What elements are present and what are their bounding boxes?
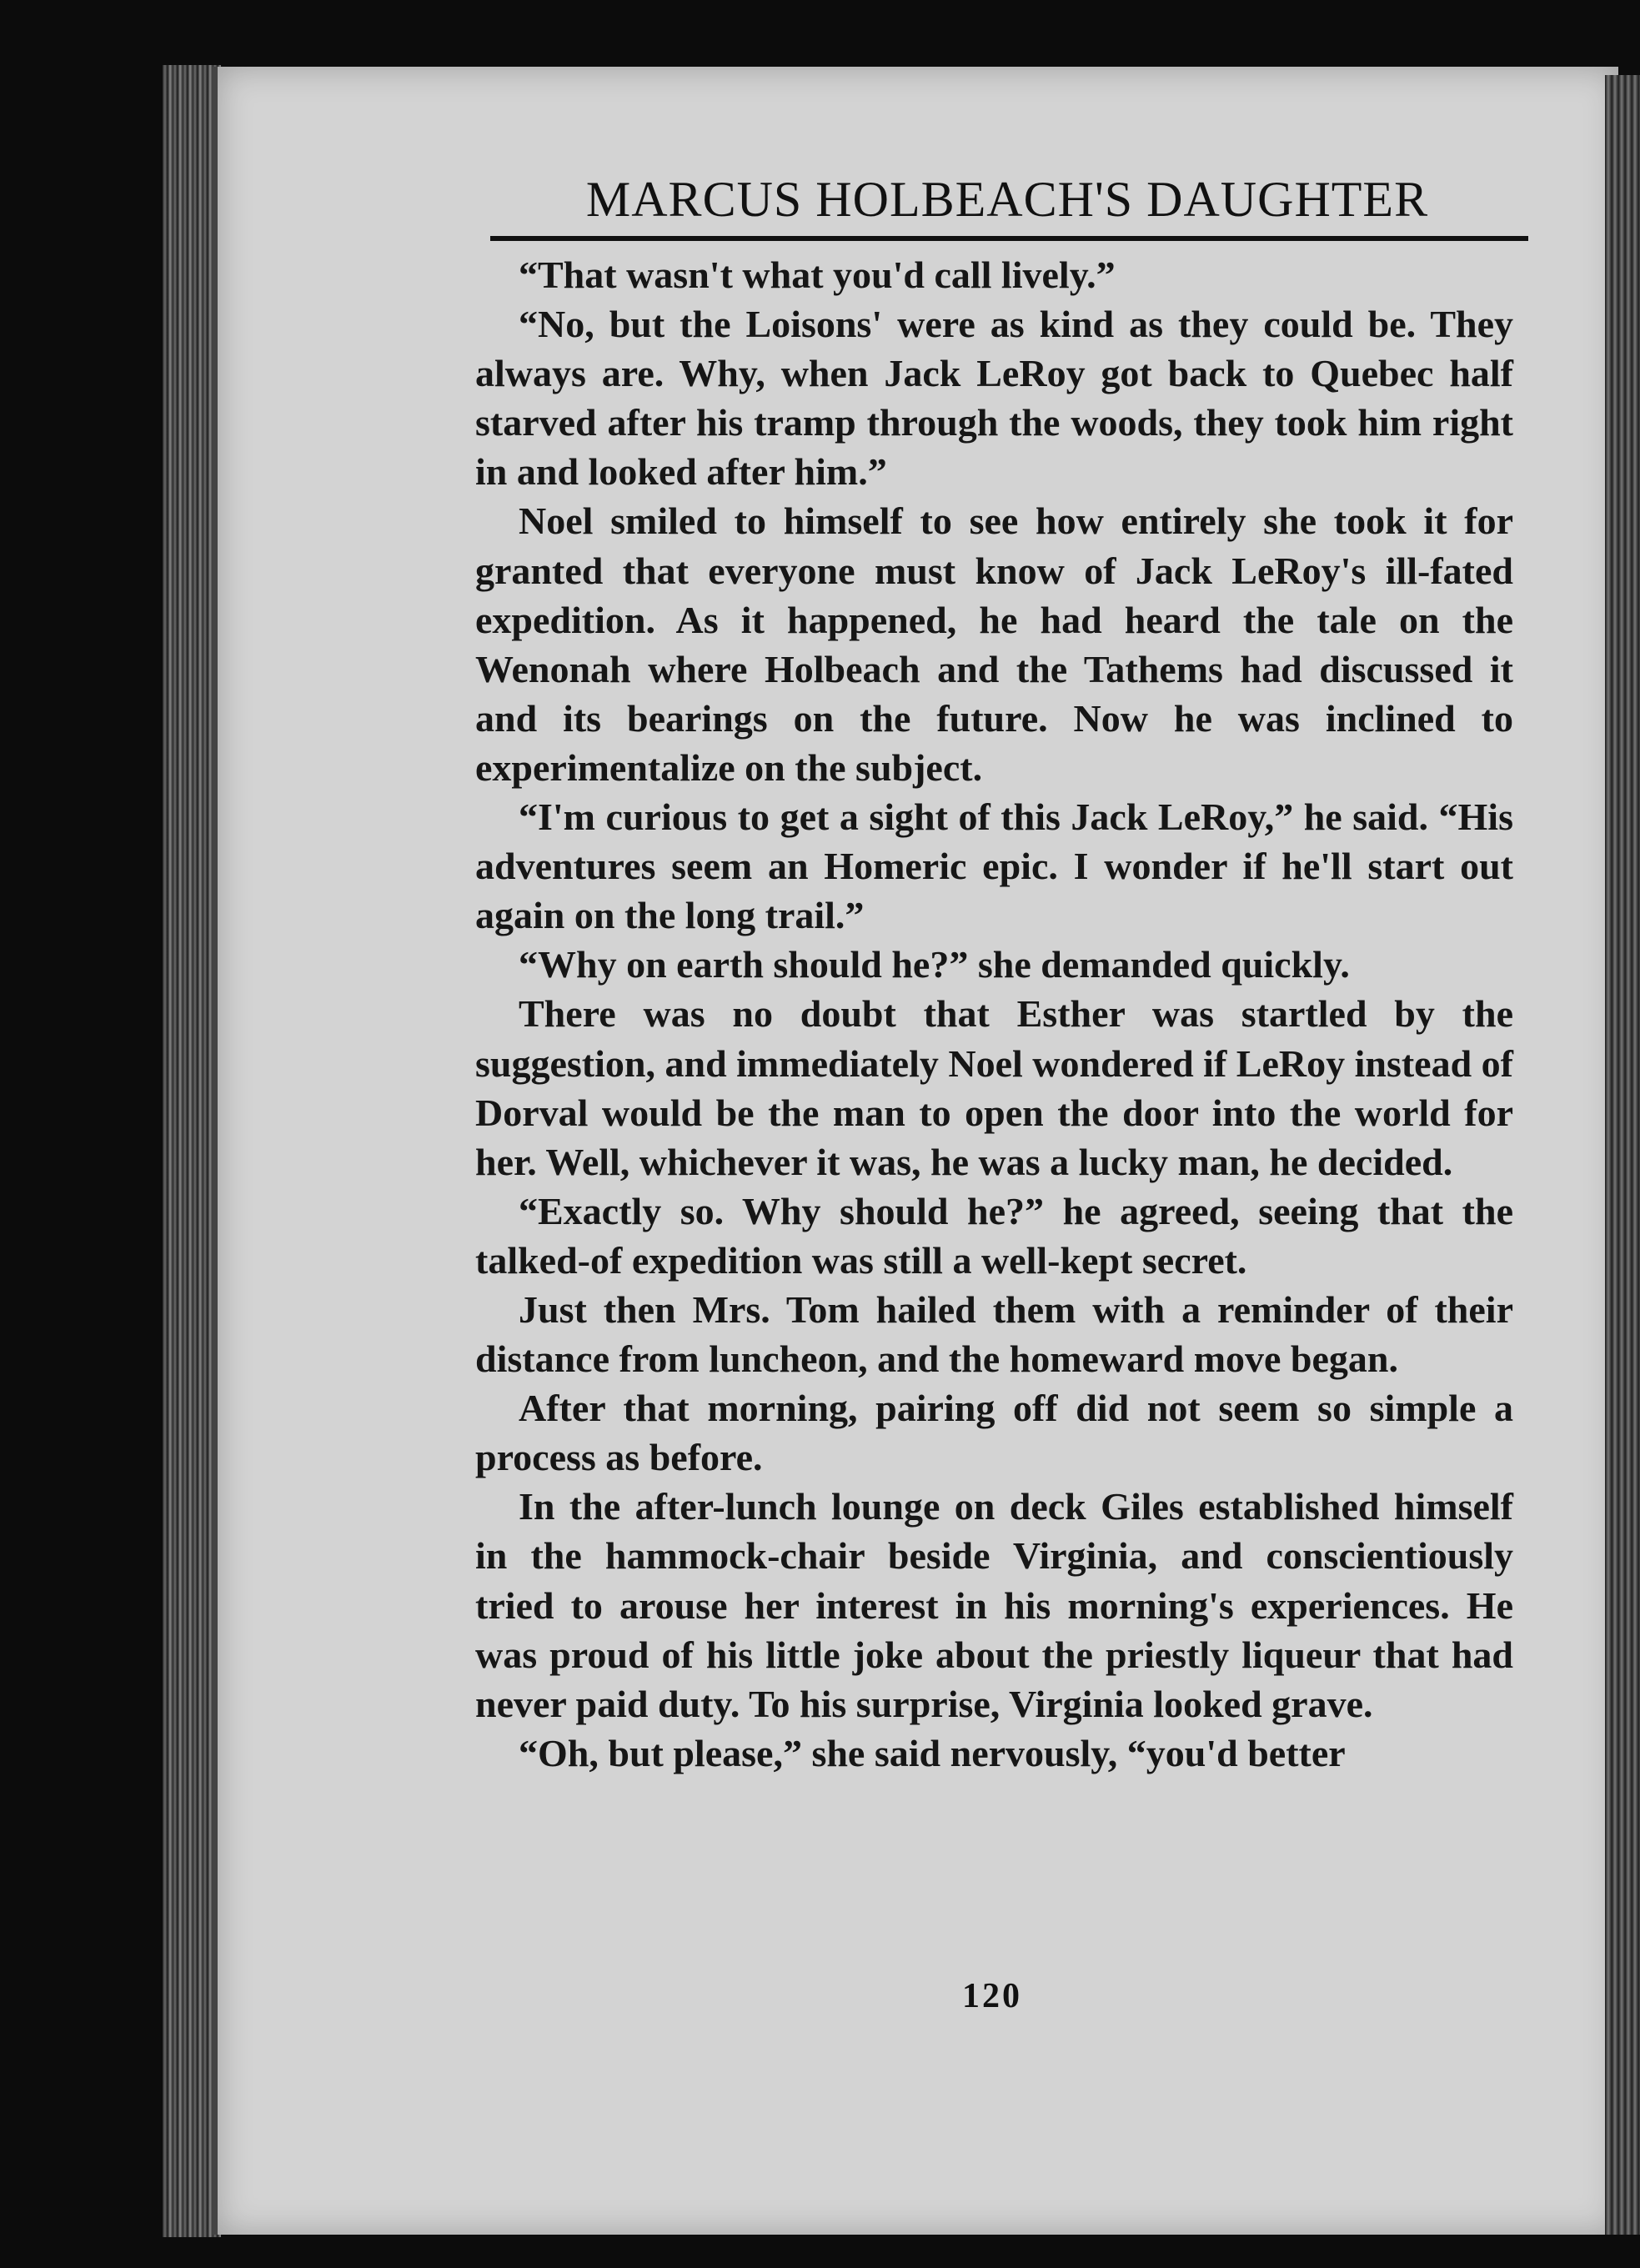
paragraph: In the after-lunch lounge on deck Giles established himself in the hammock-chair beside Virginia, and conscientiously tried to arouse her interest in his morning's experiences. He was proud of his little joke about the priestly liqueur that had never paid duty. To his surprise, Virginia looked grave. xyxy=(475,1485,1513,1725)
paragraph: There was no doubt that Esther was startled by the suggestion, and immediately Noel wondered if LeRoy instead of Dorval would be the man to open the door into the world for her. Well, whichever it was, he was a lucky man, he decided. xyxy=(475,992,1513,1183)
page-edge-right xyxy=(1605,75,1640,2235)
paragraph: “I'm curious to get a sight of this Jack LeRoy,” he said. “His adventures seem an Homeric epic. I wonder if he'll start out again on the long trail.” xyxy=(475,795,1513,937)
header-rule xyxy=(490,236,1528,241)
page-number: 120 xyxy=(962,1977,1022,2015)
body-text xyxy=(475,250,1513,1778)
paragraph: “Exactly so. Why should he?” he agreed, seeing that the talked-of expedition was still a well-kept secret. xyxy=(475,1189,1513,1282)
paragraph: Just then Mrs. Tom hailed them with a reminder of their distance from luncheon, and the homeward move began. xyxy=(475,1287,1513,1381)
running-head: MARCUS HOLBEACH'S DAUGHTER xyxy=(585,172,1429,227)
paragraph: “Oh, but please,” she said nervously, “you'd better xyxy=(519,1731,1346,1774)
paragraph: “That wasn't what you'd call lively.” xyxy=(519,253,1116,296)
paragraph: Noel smiled to himself to see how entirely she took it for granted that everyone must know of Jack LeRoy's ill-fated expedition. As it happened, he had heard the tale on the Wenonah where Holbeach and the Tathems had discussed it and its bearings on the future. Now he was inclined to experimentalize on the subject. xyxy=(475,499,1513,789)
paragraph: After that morning, pairing off did not seem so simple a process as before. xyxy=(475,1387,1513,1479)
paragraph: “Why on earth should he?” she demanded quickly. xyxy=(519,943,1350,986)
paragraph: “No, but the Loisons' were as kind as they could be. They always are. Why, when Jack LeRoy got back to Quebec half starved after his tramp through the woods, they took him right in and looked after him.” xyxy=(475,303,1513,494)
